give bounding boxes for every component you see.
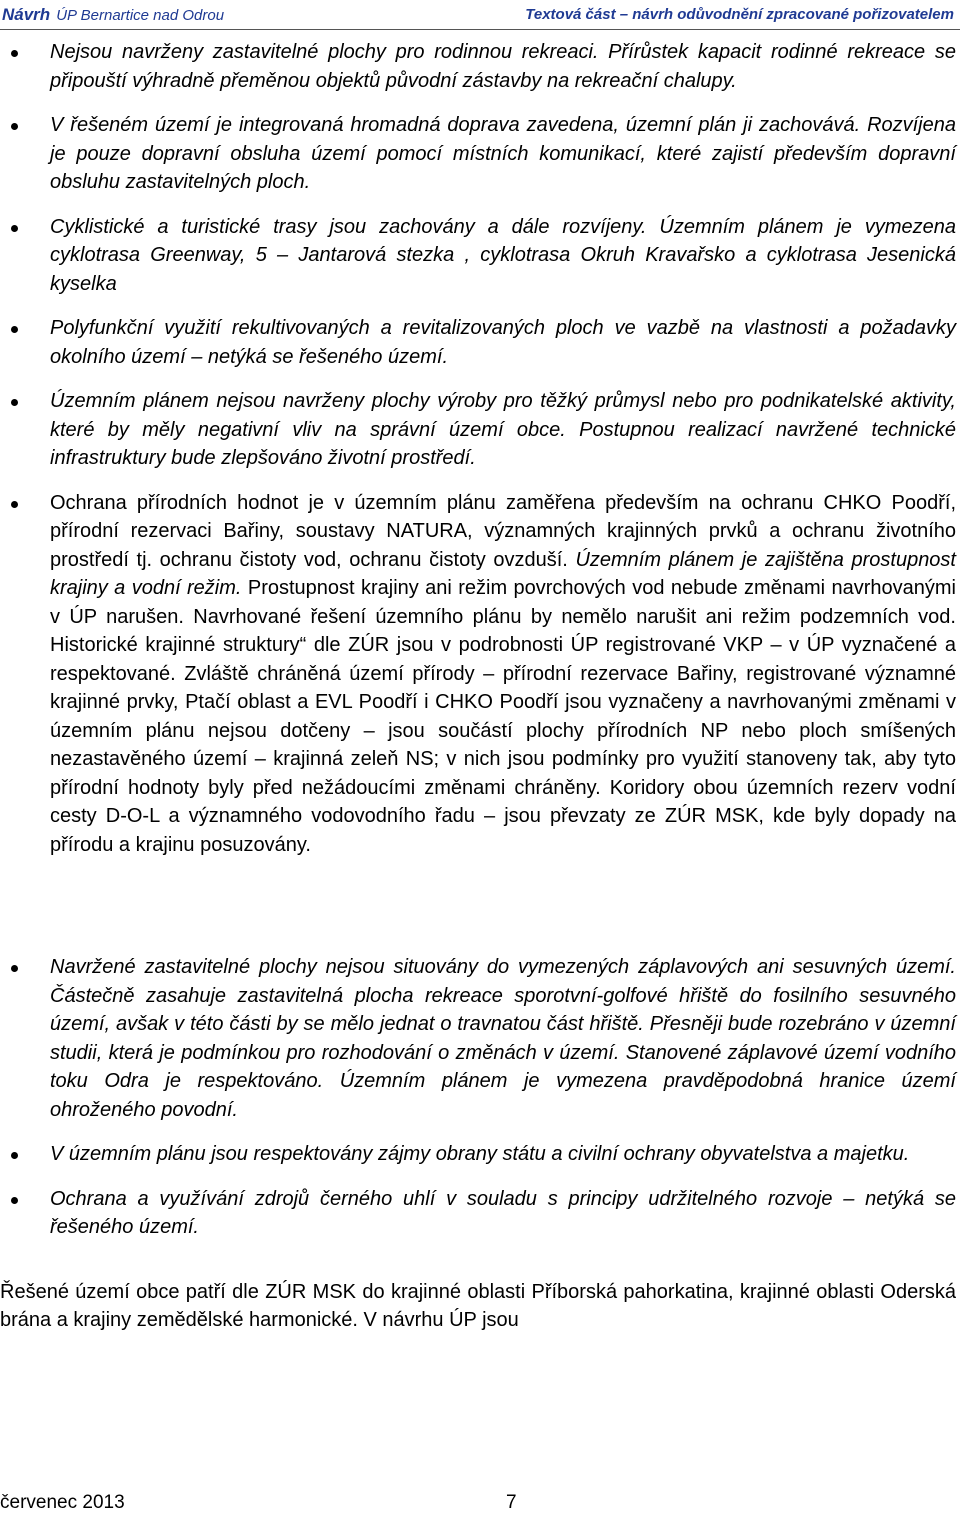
bullet-text-segment: Polyfunkční využití rekultivovaných a revitalizovaných ploch ve vazbě na vlastnosti a požadavky okolního území – netýká se řešeného území. — [50, 317, 956, 368]
bullet-item — [0, 1185, 956, 1242]
bullet-text-segment: Ochrana přírodních hodnot je v územním plánu zaměřena především na ochranu CHKO Poodří, přírodní rezervaci Bařiny, soustavy NATURA, významných krajinných prvků a ochranu životního prostředí tj. ochranu čistoty vod, ochranu čistoty ovzduší. — [50, 491, 956, 571]
bullet-item — [0, 387, 956, 473]
bullet-text-segment: V územním plánu jsou respektovány zájmy obrany státu a civilní ochrany obyvatelstva a majetku. — [50, 1143, 910, 1165]
bullet-text-segment: Ochrana a využívání zdrojů černého uhlí v souladu s principy udržitelného rozvoje – netýká se řešeného území. — [50, 1187, 956, 1238]
bullet-item — [0, 1140, 956, 1169]
bullet-item — [0, 111, 956, 197]
header-municipality: ÚP Bernartice nad Odrou — [56, 6, 225, 24]
bullet-item — [0, 489, 956, 860]
bullet-text-segment: Navržené zastavitelné plochy nejsou situovány do vymezených záplavových ani sesuvných území. Částečně zasahuje zastavitelná plocha rekreace sporotvní-golfové hřiště do fosilního sesuvného území, avšak v této části by se mělo jednat o travnatou část hřiště. Přesněji bude rozebráno v územní studii, která je podmínkou pro rozhodování o změnách v území. Stanovené záplavové území vodního toku Odra je respektováno. Územním plánem je vymezena pravděpodobná hranice území ohroženého povodní. — [50, 956, 956, 1121]
page-number: 7 — [506, 1492, 517, 1513]
document-body — [0, 38, 956, 1355]
bullet-text-segment: Nejsou navrženy zastavitelné plochy pro rodinnou rekreaci. Přírůstek kapacit rodinné rekreace se připouští výhradně přeměnou objektů původní zástavby na rekreační chalupy. — [50, 41, 956, 92]
header-section: Textová část – návrh odůvodnění zpracované pořizovatelem — [525, 6, 954, 23]
bullet-item — [0, 953, 956, 1124]
blank-gap — [0, 875, 956, 953]
bullet-list-upper — [0, 38, 956, 859]
header-left — [2, 5, 224, 25]
page-header — [0, 0, 960, 30]
bullet-text-segment: Územním plánem je zajištěna prostupnost krajiny a vodní režim. — [50, 548, 956, 599]
bullet-text-segment: Cyklistické a turistické trasy jsou zachovány a dále rozvíjeny. Územním plánem je vymezena cyklotrasa Greenway, 5 – Jantarová stezka , cyklotrasa Okruh Kravařsko a cyklotrasa Jesenická kyselka — [50, 215, 956, 295]
footer-date: červenec 2013 — [0, 1492, 125, 1513]
closing-paragraph: Řešené území obce patří dle ZÚR MSK do krajinné oblasti Příborská pahorkatina, krajinné oblasti Oderská brána a krajiny zemědělské harmonické. V návrhu ÚP jsou — [0, 1280, 956, 1331]
bullet-text-segment: Územním plánem nejsou navrženy plochy výroby pro těžký průmysl nebo pro podnikatelské aktivity, které by měly negativní vliv na správní území obce. Postupnou realizací navržené technické infrastruktury bude zlepšováno životní prostředí. — [50, 390, 956, 469]
bullet-item — [0, 38, 956, 95]
bullet-item — [0, 314, 956, 371]
header-doc-type: Návrh — [2, 4, 51, 24]
bullet-text-segment: V řešeném území je integrovaná hromadná doprava zavedena, územní plán ji zachovává. Rozvíjena je pouze dopravní obsluha území pomocí místních komunikací, které zajistí především dopravní obsluhu zastavitelných ploch. — [50, 114, 956, 193]
bullet-text-segment: Historické krajinné struktury“ dle ZÚR jsou v podrobnosti ÚP registrované VKP – v ÚP vyznačené a respektované. Zvláště chráněná území přírody – přírodní rezervace Bařiny, registrované významné krajinné prvky, Ptačí oblast a EVL Poodří i CHKO Poodří jsou vyznačeny a navrhovanými změnami v územním plánu nejsou dotčeny – jsou součástí plochy přírodních NP nebo ploch smíšených nezastavěného území – krajinná zeleň NS; v nich jsou podmínky pro využití stanoveny tak, aby tyto přírodní hodnoty byly před nežádoucími změnami chráněny. Koridory obou územních rezerv vodní cesty D-O-L a významného vodovodního řadu – jsou převzaty ze ZÚR MSK, kde byly dopady na přírodu a krajinu posuzovány. — [50, 634, 956, 856]
bullet-text-segment: Prostupnost krajiny ani režim povrchových vod nebude změnami navrhovanými v ÚP narušen. Navrhované řešení územního plánu by nemělo narušit ani režim podzemních vod. — [50, 577, 956, 628]
bullet-list-lower — [0, 953, 956, 1242]
bullet-item — [0, 213, 956, 299]
